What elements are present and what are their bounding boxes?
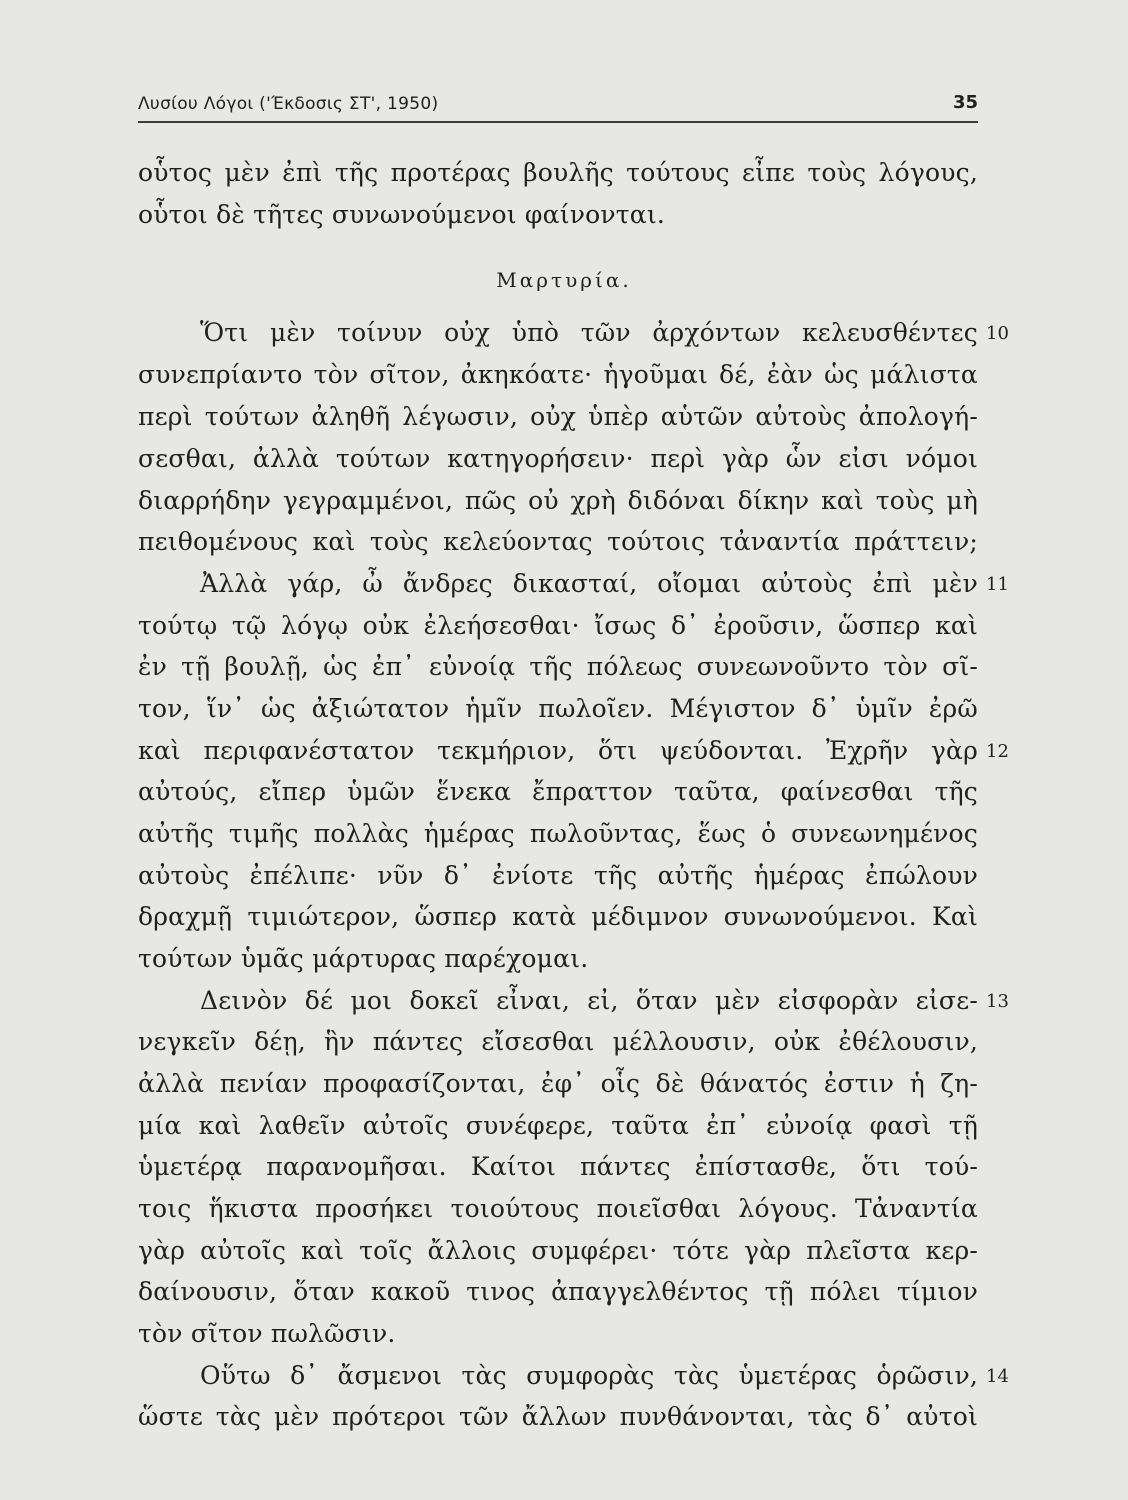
header-rule	[138, 121, 978, 123]
text-line: τον, ἵν᾿ ὡς ἀξιώτατον ἡμῖν πωλοῖεν. Μέγιστον δ᾿ ὑμῖν ἐρῶ	[138, 694, 978, 723]
margin-number: 14	[986, 1366, 1009, 1387]
text-line: δαίνουσιν, ὅταν κακοῦ τινος ἀπαγγελθέντος τῇ πόλει τίμιον	[138, 1277, 978, 1306]
text-line: καὶ περιφανέστατον τεκμήριον, ὅτι ψεύδονται. Ἐχρῆν γὰρ	[138, 736, 978, 765]
text-line: αὐτοὺς ἐπέλιπε· νῦν δ᾿ ἐνίοτε τῆς αὐτῆς ἡμέρας ἐπώλουν	[138, 861, 978, 890]
text-line: διαρρήδην γεγραμμένοι, πῶς οὐ χρὴ διδόναι δίκην καὶ τοὺς μὴ	[138, 486, 978, 515]
text-line: Δεινὸν δέ μοι δοκεῖ εἶναι, εἰ, ὅταν μὲν εἰσφορὰν εἰσε-	[200, 986, 978, 1015]
text-line: τούτων ὑμᾶς μάρτυρας παρέχομαι.	[138, 944, 589, 973]
text-line: συνεπρίαντο τὸν σῖτον, ἀκηκόατε· ἡγοῦμαι δέ, ἐὰν ὡς μάλιστα	[138, 360, 978, 389]
text-line: τοις ἥκιστα προσήκει τοιούτους ποιεῖσθαι λόγους. Τἀναντία	[138, 1194, 978, 1223]
text-line: πειθομένους καὶ τοὺς κελεύοντας τούτοις τἀναντία πράττειν;	[138, 527, 978, 556]
margin-number: 10	[986, 323, 1009, 344]
text-line: μία καὶ λαθεῖν αὐτοῖς συνέφερε, ταῦτα ἐπ᾿ εὐνοίᾳ φασὶ τῇ	[138, 1111, 978, 1140]
text-line: Ἀλλὰ γάρ, ὦ ἄνδρες δικασταί, οἴομαι αὐτοὺς ἐπὶ μὲν	[200, 569, 978, 598]
text-line: περὶ τούτων ἀληθῆ λέγωσιν, οὐχ ὑπὲρ αὑτῶν αὐτοὺς ἀπολογή-	[138, 402, 978, 431]
text-line: γὰρ αὐτοῖς καὶ τοῖς ἄλλοις συμφέρει· τότε γὰρ πλεῖστα κερ-	[138, 1236, 978, 1265]
text-line: Οὕτω δ᾿ ἄσμενοι τὰς συμφορὰς τὰς ὑμετέρας ὁρῶσιν,	[200, 1361, 978, 1390]
running-header	[138, 92, 978, 122]
text-line: νεγκεῖν δέῃ, ἣν πάντες εἴσεσθαι μέλλουσιν, οὐκ ἐθέλουσιν,	[138, 1027, 978, 1056]
text-line: ἐν τῇ βουλῇ, ὡς ἐπ᾿ εὐνοίᾳ τῆς πόλεως συνεωνοῦντο τὸν σῖ-	[138, 652, 978, 681]
margin-number: 12	[986, 741, 1009, 762]
text-line: τούτῳ τῷ λόγῳ οὐκ ἐλεήσεσθαι· ἴσως δ᾿ ἐροῦσιν, ὥσπερ καὶ	[138, 611, 978, 640]
text-line: οὗτοι δὲ τῆτες συνωνούμενοι φαίνονται.	[138, 200, 666, 229]
text-line: τὸν σῖτον πωλῶσιν.	[138, 1319, 396, 1348]
text-line: αὐτούς, εἴπερ ὑμῶν ἕνεκα ἔπραττον ταῦτα, φαίνεσθαι τῆς	[138, 777, 978, 806]
text-line: δραχμῇ τιμιώτερον, ὥσπερ κατὰ μέδιμνον συνωνούμενοι. Καὶ	[138, 902, 978, 931]
section-heading: Μαρτυρία.	[496, 268, 632, 292]
page-number: 35	[952, 92, 978, 113]
margin-number: 13	[986, 991, 1009, 1012]
text-line: Ὅτι μὲν τοίνυν οὐχ ὑπὸ τῶν ἀρχόντων κελευσθέντες	[200, 318, 978, 347]
text-line: ὥστε τὰς μὲν πρότεροι τῶν ἄλλων πυνθάνονται, τὰς δ᾿ αὐτοὶ	[138, 1402, 978, 1431]
text-line: ὑμετέρᾳ παρανομῆσαι. Καίτοι πάντες ἐπίστασθε, ὅτι τού-	[138, 1152, 978, 1181]
running-title: Λυσίου Λόγοι ('Έκδοσις ΣΤ', 1950)	[138, 94, 439, 114]
text-line: οὗτος μὲν ἐπὶ τῆς προτέρας βουλῆς τούτους εἶπε τοὺς λόγους,	[138, 158, 978, 187]
text-line: ἀλλὰ πενίαν προφασίζονται, ἐφ᾿ οἷς δὲ θάνατός ἐστιν ἡ ζη-	[138, 1069, 978, 1098]
text-line: αὐτῆς τιμῆς πολλὰς ἡμέρας πωλοῦντας, ἕως ὁ συνεωνημένος	[138, 819, 978, 848]
text-line: σεσθαι, ἀλλὰ τούτων κατηγορήσειν· περὶ γὰρ ὧν εἰσι νόμοι	[138, 444, 978, 473]
margin-number: 11	[986, 574, 1009, 595]
